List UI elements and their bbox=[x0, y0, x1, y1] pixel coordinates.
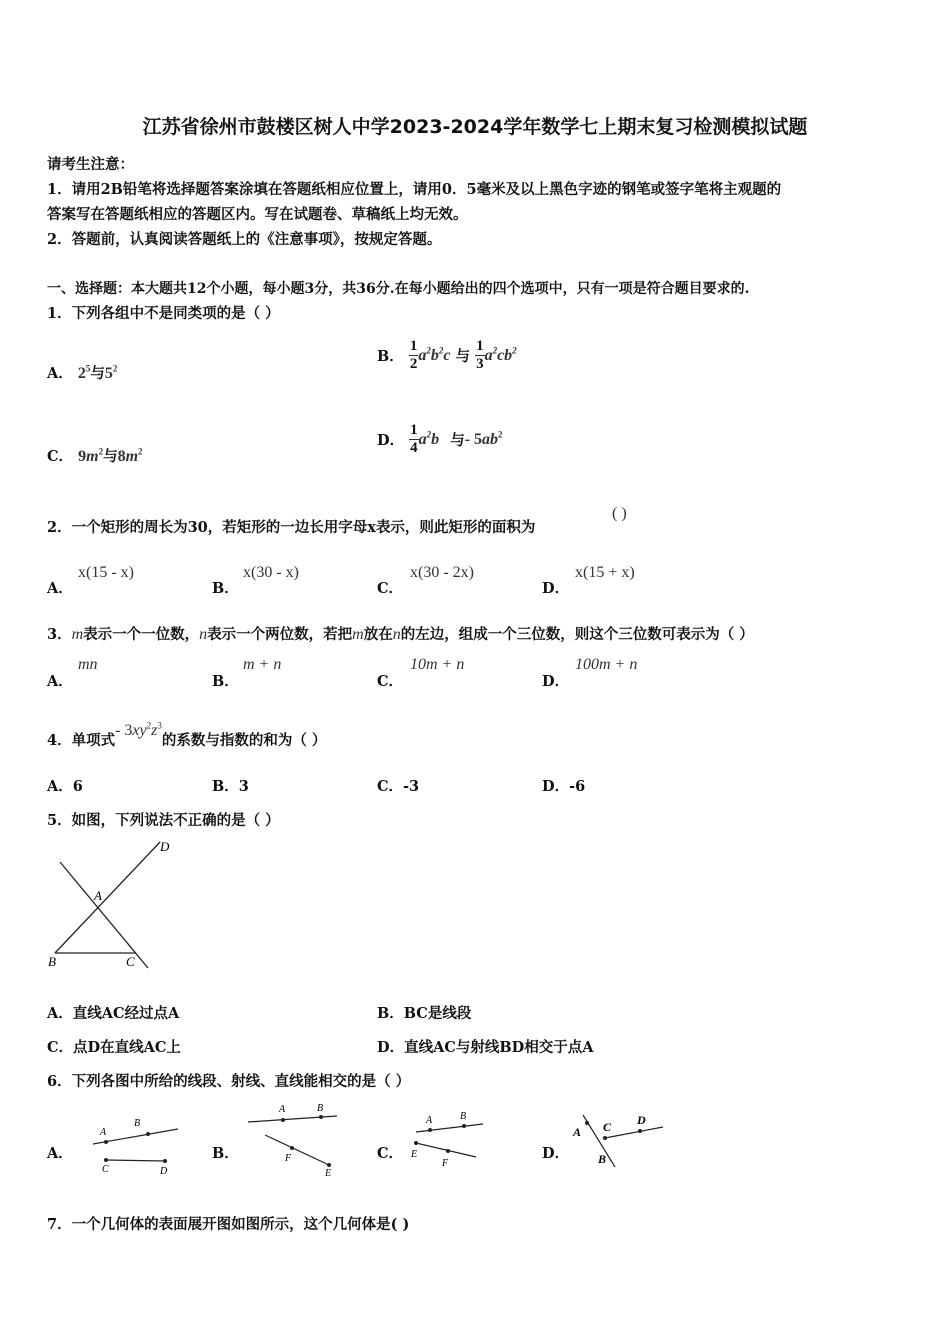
q3-b-expr: m + n bbox=[243, 656, 282, 673]
page-title: 江苏省徐州市鼓楼区树人中学2023-2024学年数学七上期末复习检测模拟试题 bbox=[142, 116, 808, 138]
q1-b-text: 与 bbox=[455, 348, 470, 365]
q1-a-label: A． bbox=[47, 365, 73, 382]
q3-b-label: B． bbox=[212, 673, 239, 690]
svg-text:A: A bbox=[279, 1104, 286, 1115]
svg-text:E: E bbox=[325, 1168, 332, 1179]
q2-b-expr: x(30 - x) bbox=[243, 564, 299, 581]
q4-stem: 4．单项式- $3xy^2z^3$的系数与指数的和为（ ） bbox=[47, 720, 327, 749]
svg-text:A: A bbox=[573, 1125, 582, 1139]
q1-b-frac1: $\frac{1}{2}$ bbox=[409, 338, 418, 372]
svg-text:B: B bbox=[598, 1152, 607, 1166]
q2-c-label: C． bbox=[377, 580, 404, 597]
q1-b-label: B． bbox=[377, 348, 404, 365]
q1-a-text: 与 bbox=[90, 365, 105, 382]
notice-line-1b: 答案写在答题纸相应的答题区内。写在试题卷、草稿纸上均无效。 bbox=[47, 206, 468, 223]
q1-option-a bbox=[47, 362, 117, 383]
q5-label-b: B bbox=[48, 954, 56, 969]
q4-option-a: A．6 bbox=[47, 778, 83, 795]
notice-line-1: 1．请用2B铅笔将选择题答案涂填在答题纸相应位置上，请用0．5毫米及以上黑色字迹的钢笔或签字笔将主观题的 bbox=[47, 181, 782, 198]
q4-option-d: D．-6 bbox=[542, 778, 586, 795]
q5-label-c: C bbox=[126, 954, 135, 969]
q1-d-expr1: $a^2b$ bbox=[418, 429, 440, 449]
q1-a-expr2: $5^2$ bbox=[104, 363, 118, 382]
q5-option-a: A．直线AC经过点A bbox=[47, 1005, 180, 1022]
q1-b-frac2: $\frac{1}{3}$ bbox=[476, 338, 484, 372]
q5-stem: 5．如图，下列说法不正确的是（ ） bbox=[47, 812, 280, 829]
svg-text:A: A bbox=[100, 1127, 107, 1138]
svg-text:B: B bbox=[317, 1103, 324, 1114]
q6-figure-c bbox=[408, 1105, 498, 1175]
q1-d-frac: $\frac{1}{4}$ bbox=[410, 422, 418, 456]
q5-label-a: A bbox=[94, 888, 102, 903]
q5-label-d: D bbox=[160, 839, 170, 854]
svg-text:C: C bbox=[603, 1120, 612, 1134]
section-heading: 一、选择题：本大题共12个小题，每小题3分，共36分.在每小题给出的四个选项中，只有一项是符合题目要求的. bbox=[47, 281, 750, 297]
q4-option-b: B．3 bbox=[212, 778, 249, 795]
q5-option-b: B．BC是线段 bbox=[377, 1005, 472, 1022]
q6-b-label: B． bbox=[212, 1145, 239, 1162]
q2-a-label: A． bbox=[47, 580, 73, 597]
q3-c-label: C． bbox=[377, 673, 404, 690]
svg-text:B: B bbox=[460, 1111, 467, 1122]
svg-text:A: A bbox=[426, 1115, 433, 1126]
q1-d-label: D． bbox=[377, 432, 405, 449]
q2-d-label: D． bbox=[542, 580, 570, 597]
q5-option-d: D．直线AC与射线BD相交于点A bbox=[377, 1039, 594, 1056]
q6-figure-b bbox=[245, 1098, 345, 1180]
q1-d-expr2: - $5ab^2$ bbox=[464, 429, 503, 449]
q6-stem: 6．下列各图中所给的线段、射线、直线能相交的是（ ） bbox=[47, 1073, 411, 1090]
svg-text:F: F bbox=[285, 1153, 292, 1164]
q1-b-expr2: $a^2cb^2$ bbox=[484, 345, 517, 365]
q5-option-c: C．点D在直线AC上 bbox=[47, 1039, 181, 1056]
q1-c-label: C． bbox=[47, 448, 74, 465]
q1-c-text: 与 bbox=[103, 448, 118, 465]
q1-option-b bbox=[377, 338, 517, 373]
q1-c-expr1: $9m^2$ bbox=[78, 446, 104, 465]
q4-option-c: C．-3 bbox=[377, 778, 420, 795]
q3-a-expr: mn bbox=[78, 656, 98, 673]
q2-stem: 2．一个矩形的周长为30，若矩形的一边长用字母x表示，则此矩形的面积为 bbox=[47, 519, 536, 536]
q2-b-label: B． bbox=[212, 580, 239, 597]
q3-stem: 3．m表示一个一位数，n表示一个两位数，若把m放在n的左边，组成一个三位数，则这个三位数可表示为（ ） bbox=[47, 626, 754, 643]
q6-d-label: D． bbox=[542, 1145, 570, 1162]
svg-text:F: F bbox=[442, 1158, 449, 1169]
q3-d-expr: 100m + n bbox=[575, 656, 638, 673]
q1-c-expr2: $8m^2$ bbox=[117, 446, 143, 465]
q3-c-expr: 10m + n bbox=[410, 656, 465, 673]
q1-a-expr1: $2^5$ bbox=[77, 363, 91, 382]
q1-option-c bbox=[47, 445, 143, 466]
q1-stem: 1．下列各组中不是同类项的是（ ） bbox=[47, 305, 280, 322]
notice-line-2: 2．答题前，认真阅读答题纸上的《注意事项》，按规定答题。 bbox=[47, 231, 442, 248]
q4-monomial: - $3xy^2z^3$ bbox=[115, 720, 162, 739]
q1-option-d bbox=[377, 422, 503, 457]
q3-a-label: A． bbox=[47, 673, 73, 690]
svg-text:D: D bbox=[637, 1113, 646, 1127]
svg-text:B: B bbox=[134, 1118, 141, 1129]
q2-paren: ( ) bbox=[612, 505, 627, 522]
q2-d-expr: x(15 + x) bbox=[575, 564, 635, 581]
q6-a-label: A． bbox=[47, 1145, 73, 1162]
svg-text:C: C bbox=[102, 1164, 109, 1175]
q6-figure-a bbox=[88, 1110, 188, 1180]
q6-c-label: C． bbox=[377, 1145, 404, 1162]
q3-d-label: D． bbox=[542, 673, 570, 690]
svg-text:E: E bbox=[411, 1149, 418, 1160]
q5-figure bbox=[40, 838, 180, 973]
q1-d-text: 与 bbox=[450, 432, 465, 449]
q6-figure-d bbox=[565, 1105, 675, 1175]
q2-c-expr: x(30 - 2x) bbox=[410, 564, 474, 581]
q7-stem: 7．一个几何体的表面展开图如图所示，这个几何体是( ) bbox=[47, 1216, 410, 1233]
q2-a-expr: x(15 - x) bbox=[78, 564, 134, 581]
q1-b-expr1: $a^2b^2c$ bbox=[418, 345, 451, 365]
notice-heading: 请考生注意： bbox=[47, 156, 134, 173]
svg-text:D: D bbox=[160, 1166, 168, 1177]
